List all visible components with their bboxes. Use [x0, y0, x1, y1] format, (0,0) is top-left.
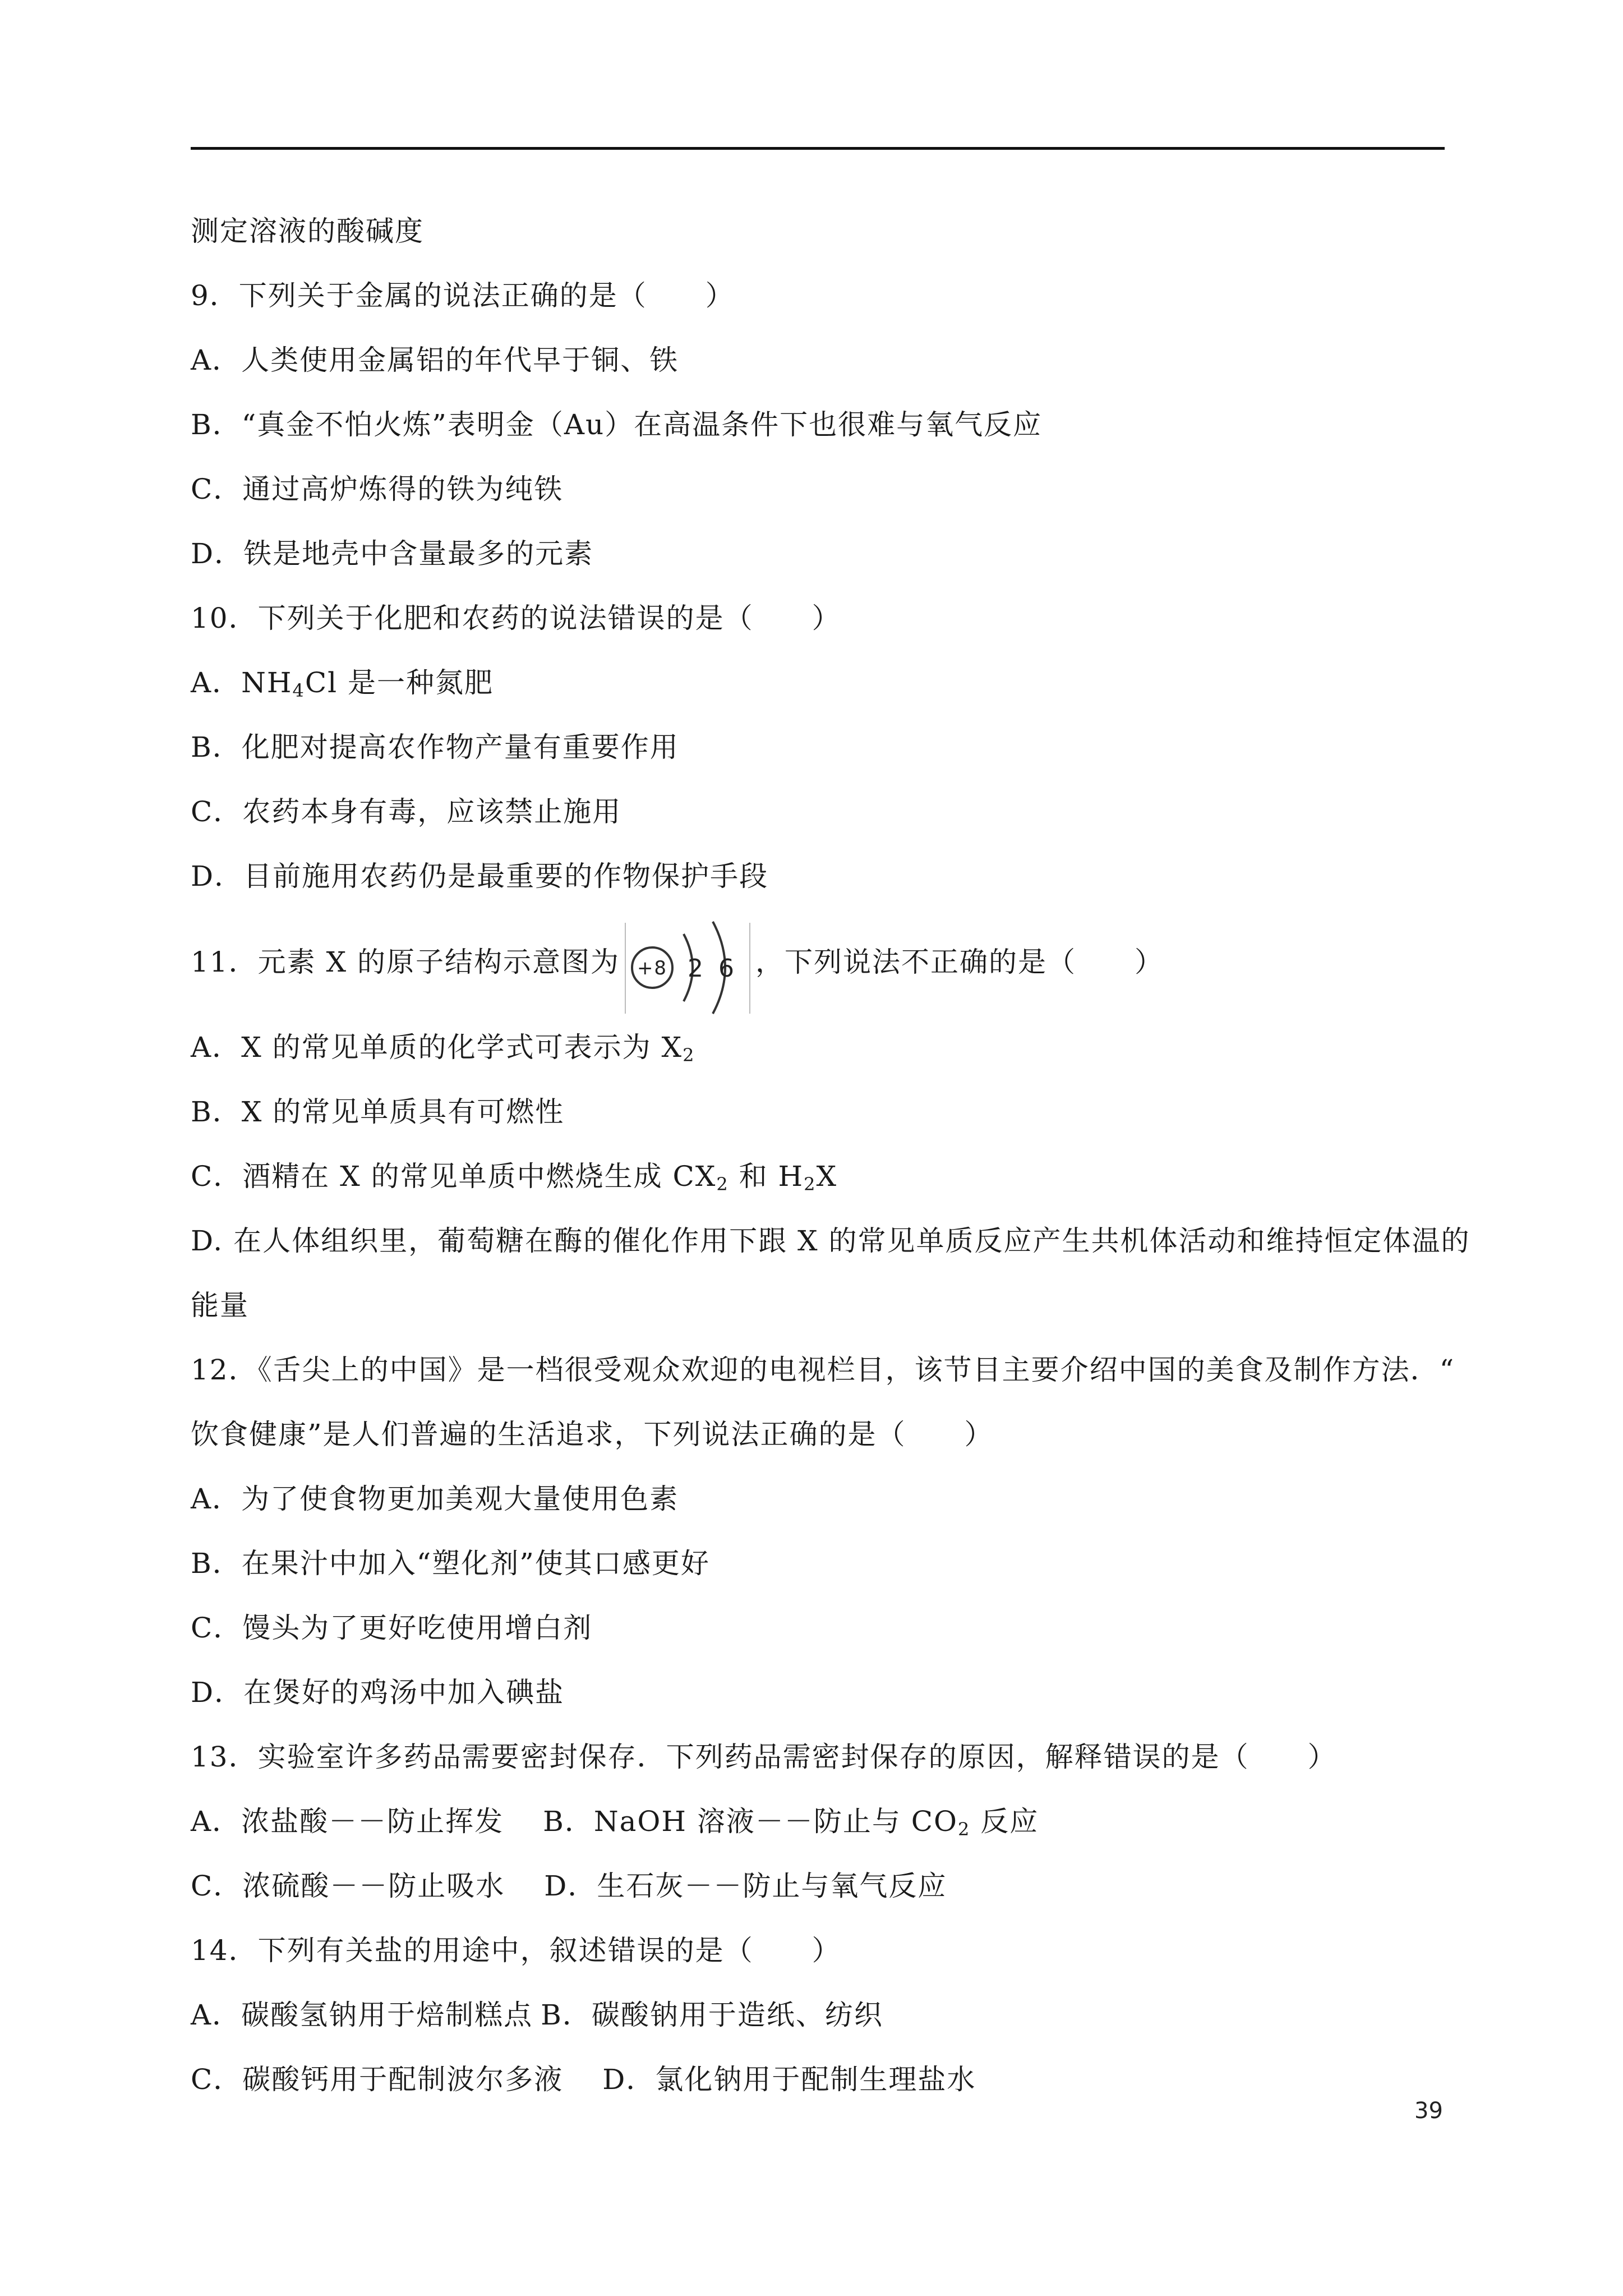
atom-structure-diagram [623, 914, 752, 1015]
question-13: 13．实验室许多药品需要密封保存．下列药品需密封保存的原因，解释错误的是（ ） [191, 1741, 1337, 1773]
option-10d: D．目前施用农药仍是最重要的作物保护手段 [191, 860, 769, 892]
option-9d: D．铁是地壳中含量最多的元素 [191, 537, 594, 570]
option-9a: A．人类使用金属铝的年代早于铜、铁 [191, 344, 679, 376]
option-9b: B．“真金不怕火炼”表明金（Au）在高温条件下也很难与氧气反应 [191, 408, 1043, 441]
option-10a: A．$NH_4Cl$ 是一种氮肥 [191, 666, 494, 701]
option-9c: C．通过高炉炼得的铁为纯铁 [191, 473, 564, 505]
option-14b: B．碳酸钠用于造纸、纺织 [541, 1999, 883, 2031]
option-10b: B．化肥对提高农作物产量有重要作用 [191, 731, 679, 763]
question-10: 10．下列关于化肥和农药的说法错误的是（ ） [191, 602, 841, 634]
options-14ab [191, 1983, 1447, 2047]
text-line: 测定溶液的酸碱度 [191, 215, 424, 247]
page-number: 39 [1414, 2098, 1443, 2124]
option-14c: C．碳酸钙用于配制波尔多液 [191, 2063, 564, 2096]
question-9: 9．下列关于金属的说法正确的是（ ） [191, 279, 735, 312]
header-rule [191, 147, 1445, 150]
option-11c: C．酒精在 X 的常见单质中燃烧生成 $CX_2$ 和 $H_2X$ [191, 1160, 838, 1195]
option-12d: D．在煲好的鸡汤中加入碘盐 [191, 1676, 565, 1709]
option-13b: B．NaOH 溶液－－防止与 $CO_2$ 反应 [543, 1805, 1039, 1840]
options-14cd [191, 2047, 1447, 2112]
option-13d: D．生石灰－－防止与氧气反应 [544, 1870, 947, 1902]
option-12c: C．馒头为了更好吃使用增白剂 [191, 1612, 593, 1644]
question-12: 12．《舌尖上的中国》是一档很受观众欢迎的电视栏目，该节目主要介绍中国的美食及制作方法．“ [191, 1354, 1455, 1386]
option-11a: A．X 的常见单质的化学式可表示为 $X_2$ [191, 1031, 695, 1066]
options-13ab [191, 1789, 1447, 1854]
question-12-cont: 饮食健康”是人们普遍的生活追求，下列说法正确的是（ ） [191, 1418, 994, 1451]
option-14a: A．碳酸氢钠用于焙制糕点 [191, 1999, 533, 2031]
option-13c: C．浓硫酸－－防止吸水 [191, 1870, 505, 1902]
option-11b: B．X 的常见单质具有可燃性 [191, 1096, 565, 1128]
option-12b: B．在果汁中加入“塑化剂”使其口感更好 [191, 1547, 710, 1580]
option-13a: A．浓盐酸－－防止挥发 [191, 1805, 504, 1838]
atom-shell2-count: 6 [718, 954, 736, 983]
option-14d: D．氯化钠用于配制生理盐水 [602, 2063, 976, 2096]
option-12a: A．为了使食物更加美观大量使用色素 [191, 1483, 679, 1515]
document-page [191, 199, 1470, 2112]
option-11d: D. 在人体组织里，葡萄糖在酶的催化作用下跟 X 的常见单质反应产生共机体活动和维持恒定体温的 [191, 1225, 1470, 1257]
question-14: 14．下列有关盐的用途中，叙述错误的是（ ） [191, 1934, 841, 1967]
atom-nucleus-label: +8 [637, 957, 668, 979]
options-13cd [191, 1854, 1447, 1918]
option-11d-cont: 能量 [191, 1289, 249, 1322]
question-11: 11．元素 X 的原子结构示意图为 +8 2 6 ，下列说法不正确的是（ ） [191, 909, 1447, 1015]
option-10c: C．农药本身有毒，应该禁止施用 [191, 795, 622, 828]
atom-shell1-count: 2 [688, 954, 705, 983]
